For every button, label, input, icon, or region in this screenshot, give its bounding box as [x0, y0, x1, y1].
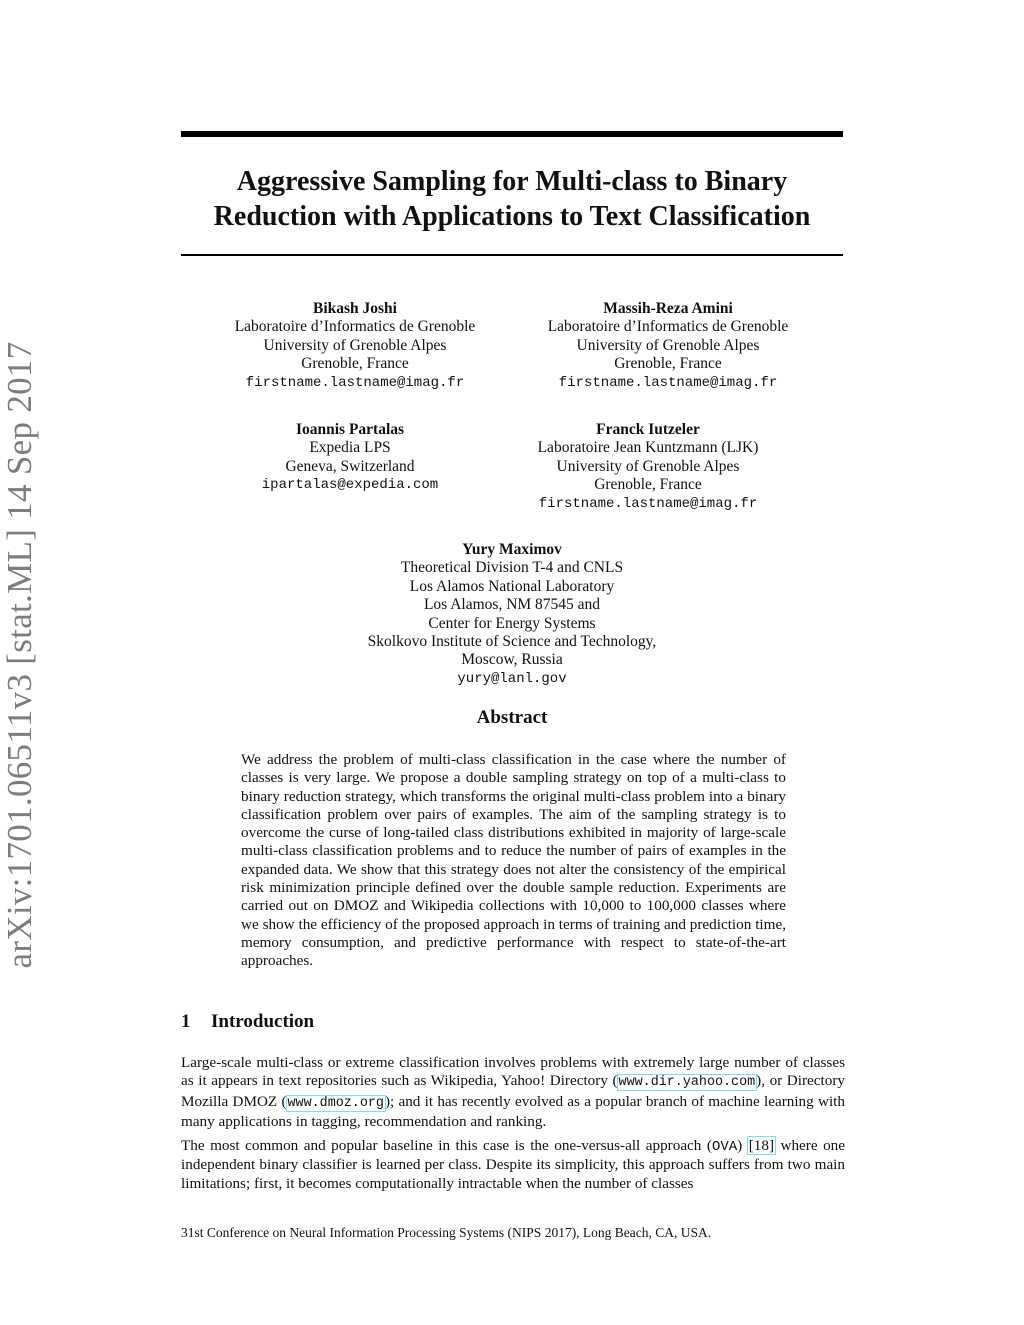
author-affiliation: Skolkovo Institute of Science and Technology, — [367, 633, 657, 651]
section-number: 1 — [181, 1011, 191, 1032]
citation-link[interactable]: [18] — [748, 1137, 775, 1154]
author-affiliation: Laboratoire Jean Kuntzmann (LJK) — [537, 439, 759, 457]
author-email: firstname.lastname@imag.fr — [245, 374, 465, 391]
author-email: firstname.lastname@imag.fr — [538, 495, 758, 512]
abstract-heading: Abstract — [476, 707, 548, 728]
author-affiliation: Laboratoire d’Informatics de Grenoble — [234, 318, 476, 336]
author-affiliation: Laboratoire d’Informatics de Grenoble — [547, 318, 789, 336]
author-name: Bikash Joshi — [312, 300, 397, 317]
title-top-rule — [181, 131, 843, 137]
author-block-joshi — [205, 300, 505, 392]
paragraph-text: ); and it has recently evolved as a popular branch of machine learning with many applications in tagging, recommendation and ranking. — [181, 1092, 845, 1130]
title-bottom-rule — [181, 254, 843, 256]
title-line-1: Aggressive Sampling for Multi-class to Binary — [236, 166, 788, 197]
author-block-maximov — [312, 541, 712, 688]
intro-paragraph-1 — [181, 1054, 845, 1131]
author-affiliation: Geneva, Switzerland — [285, 457, 415, 475]
author-affiliation: Moscow, Russia — [461, 651, 563, 669]
dmoz-link[interactable]: www.dmoz.org — [287, 1095, 384, 1111]
author-affiliation: University of Grenoble Alpes — [556, 457, 740, 475]
author-email: ipartalas@expedia.com — [261, 477, 439, 494]
section-title: Introduction — [211, 1011, 315, 1032]
paragraph-text: The most common and popular baseline in this case is the one-versus-all approach ( — [181, 1137, 712, 1154]
paragraph-text: Large-scale multi-class or extreme classification involves problems with extremely large number of classes as it appears in text repositories such as Wikipedia, Yahoo! Directory ( — [181, 1054, 845, 1090]
author-affiliation: Los Alamos National Laboratory — [409, 577, 615, 595]
author-affiliation: Grenoble, France — [594, 476, 702, 494]
author-email: firstname.lastname@imag.fr — [558, 374, 778, 391]
author-affiliation: Los Alamos, NM 87545 and — [423, 596, 601, 614]
author-name: Yury Maximov — [462, 541, 562, 558]
author-name: Massih-Reza Amini — [603, 300, 733, 317]
author-affiliation: Center for Energy Systems — [428, 614, 596, 632]
paragraph-text: ) — [737, 1137, 748, 1154]
author-affiliation: Theoretical Division T-4 and CNLS — [400, 559, 624, 577]
author-block-amini — [518, 300, 818, 392]
author-affiliation: Grenoble, France — [301, 355, 409, 373]
paper-title — [181, 164, 843, 234]
author-block-iutzeler — [498, 421, 798, 513]
paragraph-text: ), or Directory Mozilla DMOZ ( — [181, 1072, 845, 1110]
author-block-partalas — [200, 421, 500, 495]
inline-code: OVA — [711, 1139, 738, 1155]
author-email: yury@lanl.gov — [457, 670, 567, 687]
title-line-2: Reduction with Applications to Text Classification — [213, 201, 811, 232]
paragraph-text: where one independent binary classifier is learned per class. Despite its simplicity, this approach suffers from two main limitations; first, it becomes computationally intractable when the number of classes — [181, 1137, 846, 1192]
intro-paragraph-2 — [181, 1137, 845, 1193]
conference-footnote: 31st Conference on Neural Information Processing Systems (NIPS 2017), Long Beach, CA, USA. — [181, 1225, 712, 1240]
abstract-text: We address the problem of multi-class classification in the case where the number of classes is very large. We propose a double sampling strategy on top of a multi-class to binary reduction strategy, which transforms the original multi-class problem into a binary classification problem over pairs of examples. The aim of the sampling strategy is to overcome the curse of long-tailed class distributions exhibited in majority of large-scale multi-class classification problems and to reduce the number of pairs of examples in the expanded data. We show that this strategy does not alter the consistency of the empirical risk minimization principle defined over the double sample reduction. Experiments are carried out on DMOZ and Wikipedia collections with 10,000 to 100,000 classes where we show the efficiency of the proposed approach in terms of training and prediction time, memory consumption, and predictive performance with respect to state-of-the-art approaches. — [241, 751, 786, 970]
author-affiliation: University of Grenoble Alpes — [263, 336, 447, 354]
author-name: Ioannis Partalas — [295, 421, 405, 438]
author-affiliation: Grenoble, France — [614, 355, 722, 373]
author-affiliation: Expedia LPS — [309, 439, 391, 457]
section-heading — [181, 1011, 314, 1033]
author-name: Franck Iutzeler — [596, 421, 700, 438]
arxiv-identifier: arXiv:1701.06511v3 [stat.ML] 14 Sep 2017 — [0, 341, 39, 969]
yahoo-directory-link[interactable]: www.dir.yahoo.com — [618, 1075, 756, 1091]
author-affiliation: University of Grenoble Alpes — [576, 336, 760, 354]
